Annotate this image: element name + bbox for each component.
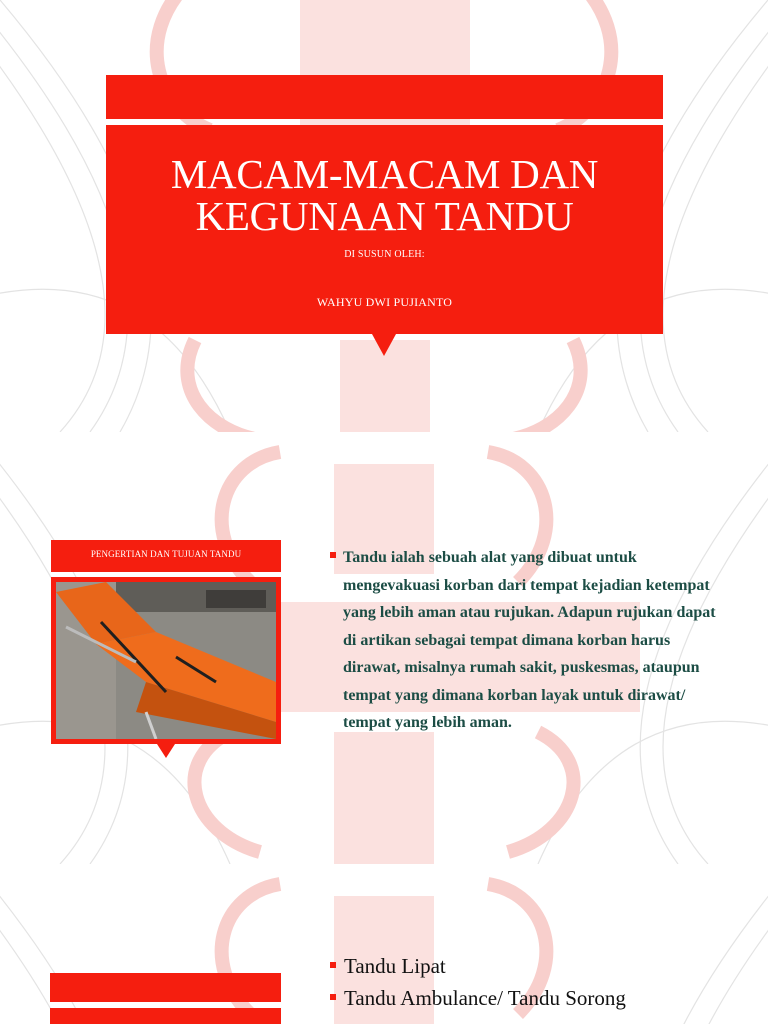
stretcher-image bbox=[56, 582, 276, 739]
list-item-label: Tandu Ambulance/ Tandu Sorong bbox=[344, 986, 626, 1010]
title-top-strip bbox=[106, 75, 663, 119]
section-label: PENGERTIAN DAN TUJUAN TANDU bbox=[90, 549, 242, 559]
title-slide bbox=[0, 0, 768, 432]
list-item bbox=[330, 982, 750, 1014]
types-slide bbox=[0, 864, 768, 1024]
section-header bbox=[51, 540, 281, 572]
bullet-square-icon bbox=[330, 962, 336, 968]
section-header-strip bbox=[50, 973, 281, 1002]
types-list bbox=[330, 950, 750, 1014]
slide-subtitle: DI SUSUN OLEH: bbox=[344, 249, 425, 260]
stretcher-photo bbox=[56, 582, 276, 739]
bullet-square-icon bbox=[330, 994, 336, 1000]
slide-title: MACAM-MACAM DAN KEGUNAAN TANDU bbox=[170, 151, 599, 239]
definition-text: Tandu ialah sebuah alat yang dibuat untuk mengevakuasi korban dari tempat kejadian ketempat yang lebih aman atau rujukan. Adapun rujukan dapat di artikan sebagai tempat dimana korban harus dirawat, misalnya rumah sakit, puskesmas, ataupun tempat yang dimana korban layak untuk dirawat/ tempat yang lebih aman. bbox=[343, 549, 716, 731]
list-item bbox=[330, 950, 750, 982]
definition-slide bbox=[0, 432, 768, 864]
title-pointer-triangle bbox=[372, 334, 396, 356]
stretcher-photo-frame bbox=[51, 577, 281, 744]
photo-frame-top bbox=[50, 1008, 281, 1024]
bullet-square-icon bbox=[330, 552, 336, 558]
title-box bbox=[106, 125, 663, 334]
list-item-label: Tandu Lipat bbox=[344, 954, 446, 978]
photo-pointer-triangle bbox=[157, 744, 175, 758]
author-name: WAHYU DWI PUJIANTO bbox=[316, 295, 453, 309]
